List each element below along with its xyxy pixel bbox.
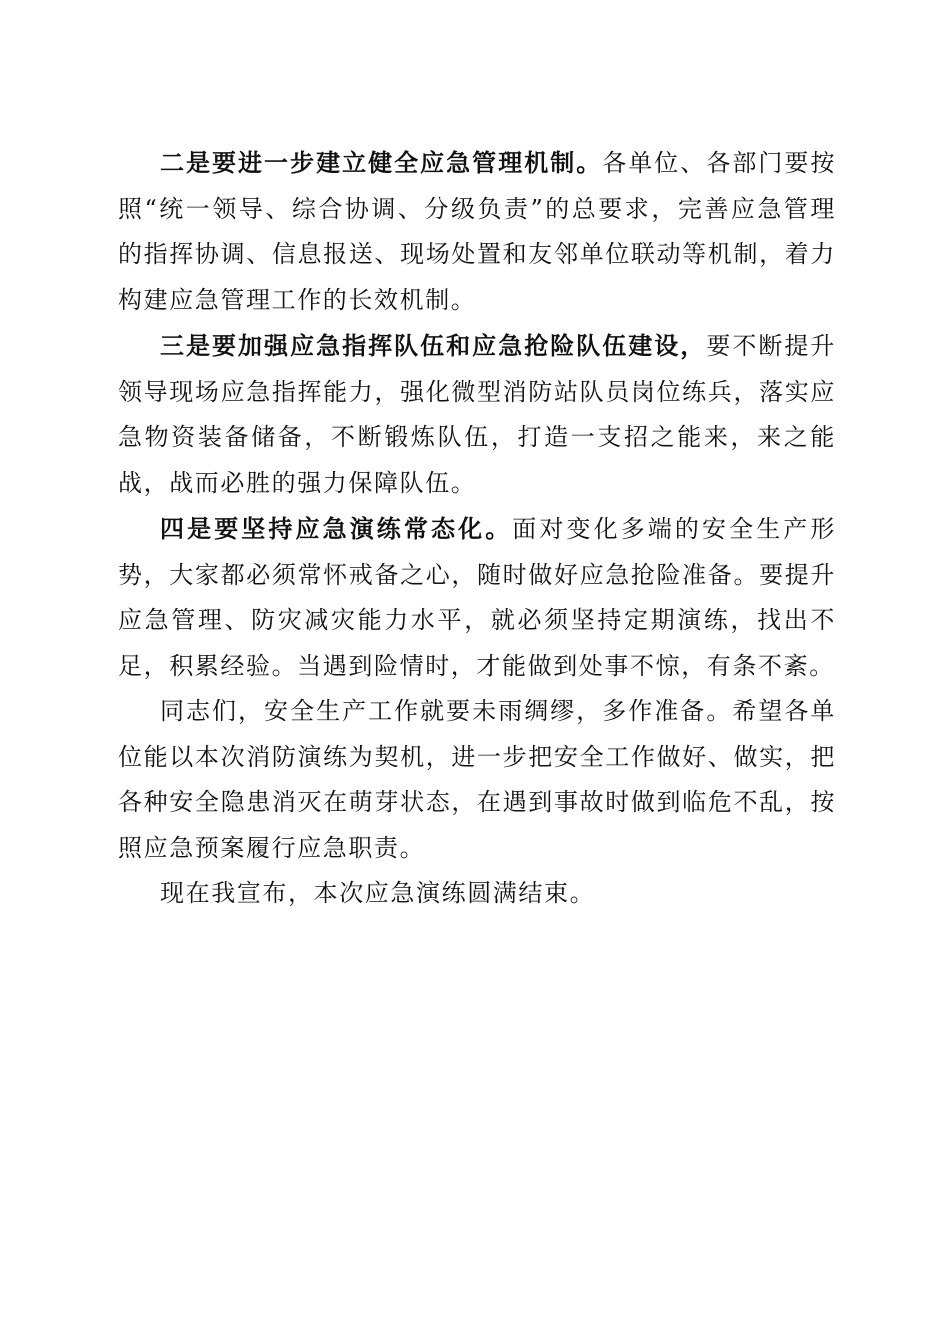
paragraph-body: 要不断提升领导现场应急指挥能力，强化微型消防站队员岗位练兵，落实应急物资装备储备，不断锻炼队伍，打造一支招之能来，来之能战，战而必胜的强力保障队伍。 (118, 332, 836, 497)
paragraph-body: 同志们，安全生产工作就要未雨绸缪，多作准备。希望各单位能以本次消防演练为契机，进一步把安全工作做好、做实，把各种安全隐患消灭在萌芽状态，在遇到事故时做到临危不乱，按照应急预案履行应急职责。 (118, 697, 836, 862)
paragraph-body: 各单位、各部门要按照“统一领导、综合协调、分级负责”的总要求，完善应急管理的指挥协调、信息报送、现场处置和友邻单位联动等机制，着力构建应急管理工作的长效机制。 (118, 149, 836, 314)
paragraph-comrades (118, 689, 836, 871)
paragraph-body: 现在我宣布，本次应急演练圆满结束。 (160, 879, 596, 907)
paragraph-lead: 二是要进一步建立健全应急管理机制。 (160, 148, 603, 177)
paragraph-drill-normalization (118, 506, 836, 689)
paragraph-body: 面对变化多端的安全生产形势，大家都必须常怀戒备之心，随时做好应急抢险准备。要提升应急管理、防灾减灾能力水平，就必须坚持定期演练，找出不足，积累经验。当遇到险情时，才能做到处事不惊，有条不紊。 (118, 515, 836, 680)
paragraph-emergency-mechanism (118, 140, 836, 323)
paragraph-lead: 三是要加强应急指挥队伍和应急抢险队伍建设， (160, 331, 707, 360)
paragraph-closing (118, 871, 836, 917)
paragraph-lead: 四是要坚持应急演练常态化。 (160, 514, 513, 543)
document-page (118, 140, 836, 917)
paragraph-emergency-teams (118, 323, 836, 506)
